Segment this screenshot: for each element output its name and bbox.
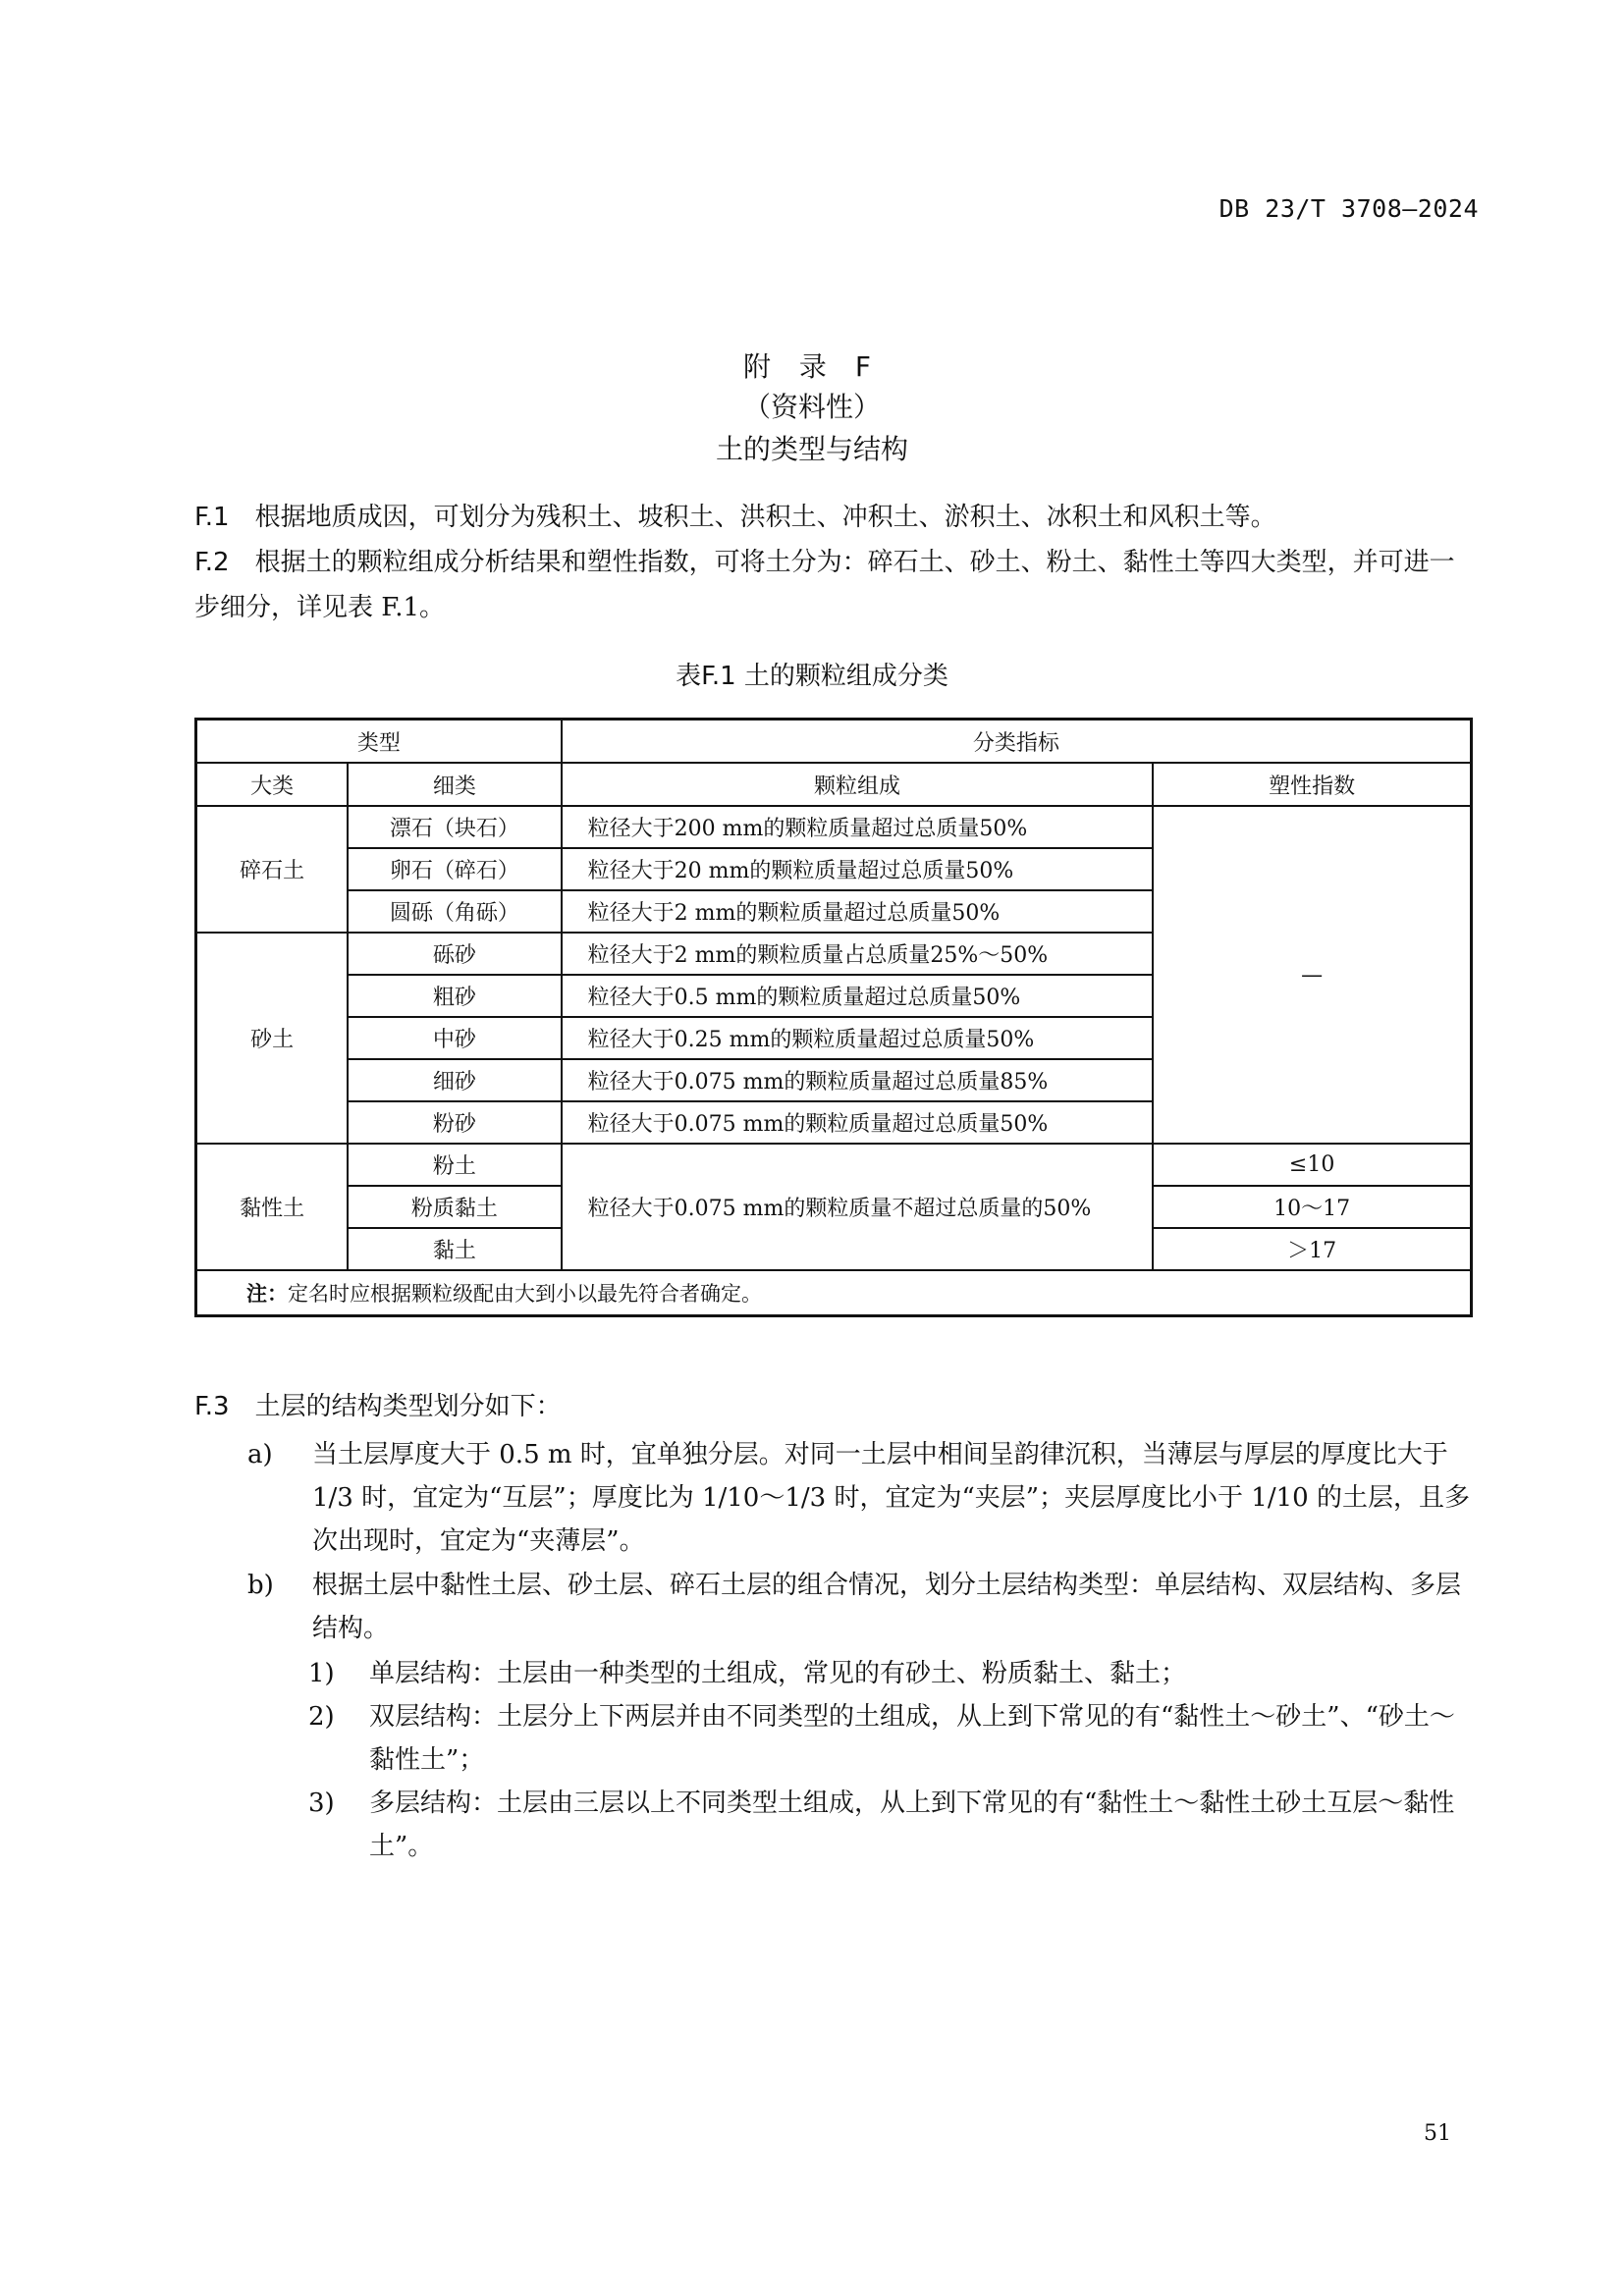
clause-f1-text: 根据地质成因，可划分为残积土、坡积土、洪积土、冲积土、淤积土、冰积土和风积土等。 [254, 503, 1276, 532]
list-item-b3 [308, 1782, 1473, 1868]
grain-cell: 粒径大于20 mm的颗粒质量超过总质量50% [562, 848, 1154, 890]
list-text: 根据土层中黏性土层、砂土层、碎石土层的组合情况，划分土层结构类型：单层结构、双层结构、多层结构。 [312, 1571, 1462, 1643]
appendix-title: 土的类型与结构 [715, 433, 908, 465]
minor-cell: 砾砂 [348, 933, 562, 975]
note-label: 注： [246, 1282, 288, 1306]
plasticity-dash: — [1153, 806, 1471, 1144]
list-marker: 1) [308, 1659, 335, 1688]
table-note-row [196, 1270, 1472, 1316]
note-text: 定名时应根据颗粒级配由大到小以最先符合者确定。 [288, 1282, 762, 1306]
clause-f2-text: 根据土的颗粒组成分析结果和塑性指数，可将土分为：碎石土、砂土、粉土、黏性土等四大类型，并可进一步细分，详见表 F.1。 [194, 548, 1455, 622]
minor-cell: 漂石（块石） [348, 806, 562, 848]
grain-cell: 粒径大于0.25 mm的颗粒质量超过总质量50% [562, 1017, 1154, 1059]
clause-f3 [194, 1384, 562, 1429]
plasticity-cell: 10～17 [1153, 1186, 1471, 1228]
header-plasticity: 塑性指数 [1153, 763, 1471, 806]
table-row [196, 1144, 1472, 1186]
list-text: 双层结构：土层分上下两层并由不同类型的土组成，从上到下常见的有“黏性土～砂土”、“砂土～黏性土”； [369, 1702, 1455, 1775]
minor-cell: 卵石（碎石） [348, 848, 562, 890]
grain-cell: 粒径大于0.075 mm的颗粒质量超过总质量50% [562, 1101, 1154, 1144]
table-row [196, 806, 1472, 848]
list-text: 当土层厚度大于 0.5 m 时，宜单独分层。对同一土层中相间呈韵律沉积，当薄层与厚层的厚度比大于 1/3 时，宜定为“互层”；厚度比为 1/10～1/3 时，宜定为“夹层”；夹层厚度比小于 1/10 的土层，且多次出现时，宜定为“夹薄层”。 [312, 1440, 1470, 1556]
header-minor: 细类 [348, 763, 562, 806]
grain-cell: 粒径大于200 mm的颗粒质量超过总质量50% [562, 806, 1154, 848]
list-marker: 2) [308, 1702, 335, 1732]
soil-classification-table [194, 718, 1473, 1317]
table-subheader-row [196, 763, 1472, 806]
grain-cell: 粒径大于2 mm的颗粒质量超过总质量50% [562, 890, 1154, 933]
header-grain: 颗粒组成 [562, 763, 1154, 806]
plasticity-cell: ＞17 [1153, 1228, 1471, 1270]
table-note [196, 1270, 1472, 1316]
clause-f3-number: F.3 [194, 1392, 230, 1421]
list-marker: a) [247, 1440, 273, 1469]
list-marker: b) [247, 1571, 274, 1600]
cohesive-grain-cell: 粒径大于0.075 mm的颗粒质量不超过总质量的50% [562, 1144, 1154, 1270]
page-number: 51 [1424, 2121, 1451, 2146]
group-sand: 砂土 [196, 933, 349, 1144]
list-item-b1 [308, 1652, 1473, 1695]
group-cohesive: 黏性土 [196, 1144, 349, 1270]
list-item-b2 [308, 1695, 1473, 1782]
minor-cell: 细砂 [348, 1059, 562, 1101]
clause-f1 [194, 495, 1473, 540]
grain-cell: 粒径大于0.5 mm的颗粒质量超过总质量50% [562, 975, 1154, 1017]
header-major: 大类 [196, 763, 349, 806]
plasticity-cell: ≤10 [1153, 1144, 1471, 1186]
appendix-label: 附 录 F [743, 350, 881, 383]
clause-f3-text: 土层的结构类型划分如下： [254, 1392, 562, 1421]
minor-cell: 粉砂 [348, 1101, 562, 1144]
list-item-a [247, 1433, 1475, 1563]
minor-cell: 黏土 [348, 1228, 562, 1270]
table-caption: 表F.1 土的颗粒组成分类 [676, 662, 948, 691]
list-text: 多层结构：土层由三层以上不同类型土组成，从上到下常见的有“黏性土～黏性土砂土互层～黏性土”。 [369, 1789, 1455, 1861]
list-text: 单层结构：土层由一种类型的土组成，常见的有砂土、粉质黏土、黏土； [369, 1659, 1187, 1688]
header-type: 类型 [196, 720, 562, 764]
table-header-row [196, 720, 1472, 764]
minor-cell: 粗砂 [348, 975, 562, 1017]
document-number: DB 23/T 3708—2024 [1218, 194, 1479, 223]
minor-cell: 中砂 [348, 1017, 562, 1059]
clause-f1-number: F.1 [194, 503, 230, 532]
clause-f2 [194, 540, 1473, 630]
grain-cell: 粒径大于0.075 mm的颗粒质量超过总质量85% [562, 1059, 1154, 1101]
list-item-b [247, 1564, 1475, 1650]
header-index: 分类指标 [562, 720, 1472, 764]
minor-cell: 圆砾（角砾） [348, 890, 562, 933]
minor-cell: 粉质黏土 [348, 1186, 562, 1228]
group-gravel: 碎石土 [196, 806, 349, 933]
list-marker: 3) [308, 1789, 335, 1818]
grain-cell: 粒径大于2 mm的颗粒质量占总质量25%～50% [562, 933, 1154, 975]
appendix-nature: （资料性） [742, 391, 881, 423]
clause-f2-number: F.2 [194, 548, 230, 577]
minor-cell: 粉土 [348, 1144, 562, 1186]
